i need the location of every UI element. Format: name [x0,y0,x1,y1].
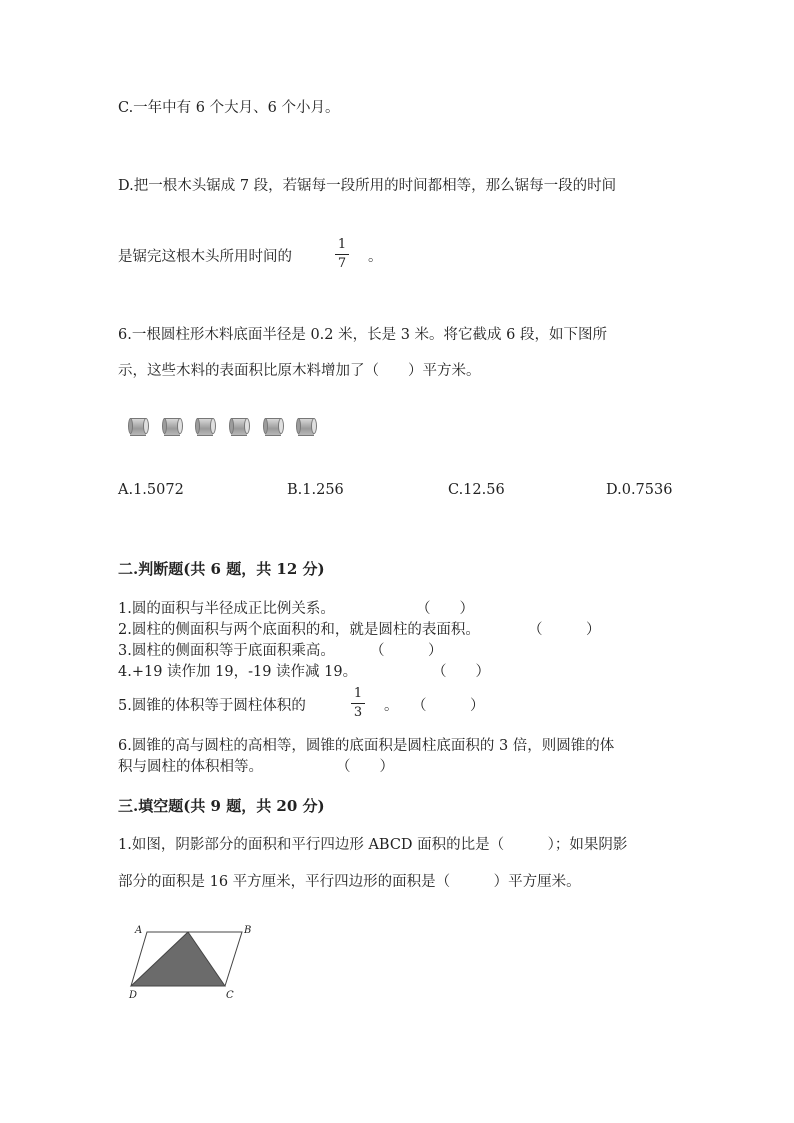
judge-item-1-paren[interactable]: （ ） [416,601,474,617]
judge-item-3: 3.圆柱的侧面积等于底面积乘高。 [118,643,335,659]
cylinder-piece [296,417,318,435]
cylinder-piece [229,417,251,435]
q6-option-c[interactable]: C.12.56 [448,482,505,498]
question-6-line2: 示，这些木料的表面积比原木料增加了（ ）平方米。 [118,363,481,379]
option-d-fraction [335,238,349,271]
judge-item-2-paren[interactable]: （ ） [528,622,601,638]
option-d-line2-suffix: 。 [368,249,383,265]
option-d-line2-prefix: 是锯完这根木头所用时间的 [118,249,292,265]
judge-item-1: 1.圆的面积与半径成正比例关系。 [118,601,335,617]
fill-item-1-line1: 1.如图，阴影部分的面积和平行四边形 ABCD 面积的比是（ ）；如果阴影 [118,837,628,853]
fill-item-1-line2: 部分的面积是 16 平方厘米，平行四边形的面积是（ ）平方厘米。 [118,874,581,890]
question-6-line1: 6.一根圆柱形木料底面半径是 0.2 米，长是 3 米。将它截成 6 段，如下图所 [118,327,607,343]
judge-item-6-paren[interactable]: （ ） [336,759,394,775]
cylinder-piece [128,417,150,435]
cylinder-piece [162,417,184,435]
judge-item-4: 4.+19 读作加 19，-19 读作减 19。 [118,664,358,680]
judge-item-6-line2: 积与圆柱的体积相等。 [118,759,263,775]
fraction-bar [351,703,365,704]
fraction-denominator: 3 [353,705,363,720]
cylinder-piece [263,417,285,435]
q6-option-b[interactable]: B.1.256 [287,482,344,498]
fraction-numerator: 1 [353,686,363,701]
fraction-bar [335,254,349,255]
fraction-numerator: 1 [337,237,347,252]
judge-item-5-prefix: 5.圆锥的体积等于圆柱体积的 [118,698,306,714]
judge-item-5-suffix: 。 [384,698,399,714]
judge-item-6-line1: 6.圆锥的高与圆柱的高相等，圆锥的底面积是圆柱底面积的 3 倍，则圆锥的体 [118,738,615,754]
judge-item-5-paren[interactable]: （ ） [412,698,485,714]
parallelogram-figure [125,920,260,1005]
q6-option-d[interactable]: D.0.7536 [606,482,673,498]
section-3-title: 三.填空题(共 9 题，共 20 分) [118,797,325,815]
q6-option-a[interactable]: A.1.5072 [118,482,184,498]
vertex-label-c: C [226,990,234,1001]
vertex-label-b: B [244,925,252,936]
vertex-label-a: A [135,925,143,936]
judge-item-2: 2.圆柱的侧面积与两个底面积的和，就是圆柱的表面积。 [118,622,480,638]
judge-item-5-fraction [351,687,365,720]
section-2-title: 二.判断题(共 6 题，共 12 分) [118,560,325,578]
cylinder-pieces-figure [128,417,328,437]
cylinder-piece [195,417,217,435]
judge-item-3-paren[interactable]: （ ） [370,643,443,659]
vertex-label-d: D [129,990,138,1001]
option-c: C.一年中有 6 个大月、6 个小月。 [118,100,340,116]
judge-item-4-paren[interactable]: （ ） [432,664,490,680]
option-d-line1: D.把一根木头锯成 7 段，若锯每一段所用的时间都相等，那么锯每一段的时间 [118,178,617,194]
fraction-denominator: 7 [337,256,347,271]
